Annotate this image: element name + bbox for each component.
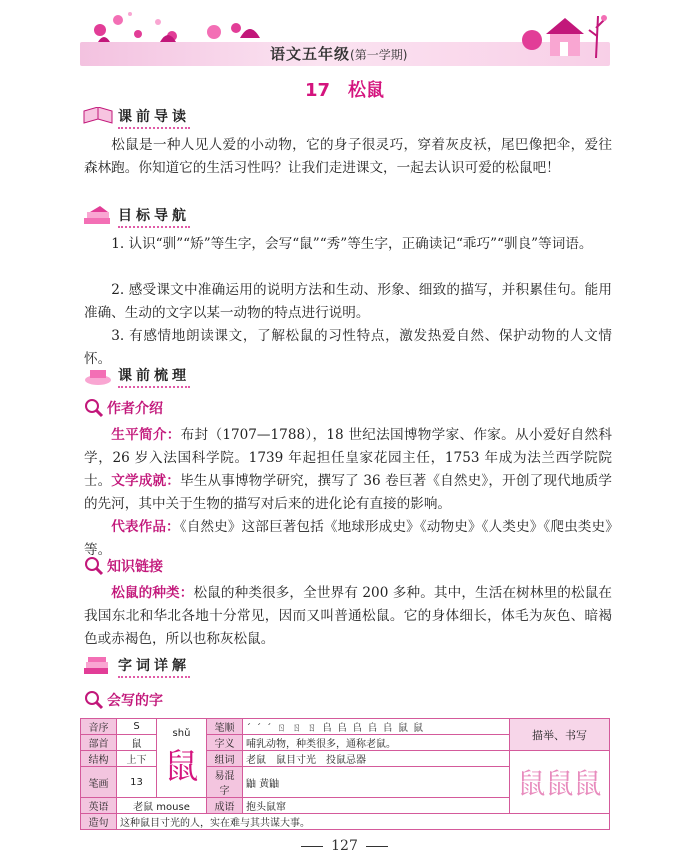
- trace-char: 鼠: [573, 767, 602, 800]
- trace-char: 鼠: [517, 767, 546, 800]
- knowledge-text: 松鼠的种类：松鼠的种类很多，全世界有 200 多种。其中，生活在树林里的松鼠在我国东北和华北各地十分常见，因而又叫普通松鼠。它的身体细长，体毛为灰色、暗褐色或赤褐色，所以也称灰松鼠。: [84, 585, 613, 647]
- section-words-heading: 字词详解: [82, 655, 190, 677]
- example-sentence: 这种鼠目寸光的人，实在难与其共谋大事。: [117, 814, 610, 830]
- flower-decoration-mid-icon: [200, 14, 270, 44]
- trace-characters: [510, 751, 610, 814]
- magnifier-icon: [84, 556, 104, 576]
- section-review-heading: 课前梳理: [82, 365, 190, 387]
- confuse-label: 易混字: [207, 767, 243, 798]
- strokes-label: 笔画: [81, 767, 117, 798]
- pinyin-label: 音序: [81, 719, 117, 735]
- preview-text: 松鼠是一种人见人爱的小动物，它的身子很灵巧，穿着灰皮袄，尾巴像把伞，爱往森林跑。你知道它的生活习性吗？让我们走进课文，一起去认识可爱的松鼠吧！: [84, 137, 612, 176]
- stroke-order-label: 笔顺: [207, 719, 243, 735]
- radical-label: 部首: [81, 735, 117, 751]
- author-achievement: 文学成就：毕生从事博物学研究，撰写了 36 卷巨著《自然史》，开创了现代地质学的先河，其中关于生物的描写对后来的进化论有直接的影响。: [84, 473, 613, 512]
- section-goals-heading: 目标导航: [82, 205, 190, 227]
- page-number: 127: [0, 838, 689, 854]
- english: 老鼠 mouse: [117, 798, 207, 814]
- book-title: 语文五年级(第一学期): [270, 45, 408, 63]
- goal-item-3: 3. 有感情地朗读课文，了解松鼠的习性特点，激发热爱自然、保护动物的人文情怀。: [84, 328, 612, 367]
- desk-icon: [82, 366, 114, 386]
- trace-label: 描举、书写: [510, 719, 610, 751]
- pinyin-initial: S: [117, 719, 157, 735]
- stroke-count: 13: [117, 767, 157, 798]
- knowledge-heading: 知识链接: [84, 556, 163, 576]
- magnifier-icon: [84, 690, 104, 710]
- word-list: 老鼠 鼠目寸光 投鼠忌器: [243, 751, 510, 767]
- goal-item-2: 2. 感受课文中准确运用的说明方法和生动、形象、细致的描写，并积累佳句。能用准确、生动的文字以某一动物的特点进行说明。: [84, 282, 612, 321]
- magnifier-icon: [84, 398, 104, 418]
- books-icon: [82, 656, 114, 676]
- big-character: shǔ 鼠: [157, 719, 207, 798]
- author-bio: 生平简介：布封（1707—1788），18 世纪法国博物学家、作家。从小爱好自然科学，26 岁入法国科学院。1739 年起担任皇家花园主任，1753 年成为法兰西学院院士。: [84, 427, 612, 489]
- goal-item-1: 1. 认识“驯”“矫”等生字，会写“鼠”“秀”等生字，正确读记“乖巧”“驯良”等词语。: [111, 236, 593, 252]
- words-label: 组词: [207, 751, 243, 767]
- author-heading: 作者介绍: [84, 398, 163, 418]
- author-works: 代表作品：《自然史》这部巨著包括《地球形成史》《动物史》《人类史》《爬虫类史》等。: [84, 519, 613, 558]
- trace-char: 鼠: [545, 767, 574, 800]
- section-preview-heading: 课前导读: [82, 106, 190, 128]
- books-stack-icon: [82, 206, 114, 226]
- sentence-label: 造句: [81, 814, 117, 830]
- confuse-chars: 鼬 黄鼬: [243, 767, 510, 798]
- idiom: 抱头鼠窜: [243, 798, 510, 814]
- structure-label: 结构: [81, 751, 117, 767]
- stroke-order: ˊ ˊ ˊ ㄖ ㄖ ㄖ 𠂤 𠂤 𠂤 𠂤 𠂤 鼠 鼠: [243, 719, 510, 735]
- lesson-title: 17 松鼠: [304, 80, 385, 101]
- structure: 上下: [117, 751, 157, 767]
- meaning: 哺乳动物，种类很多，通称老鼠。: [243, 735, 510, 751]
- meaning-label: 字义: [207, 735, 243, 751]
- write-chars-heading: 会写的字: [84, 690, 163, 710]
- english-label: 英语: [81, 798, 117, 814]
- idiom-label: 成语: [207, 798, 243, 814]
- radical: 鼠: [117, 735, 157, 751]
- header-banner: [80, 8, 610, 70]
- house-decoration-icon: [512, 8, 612, 68]
- character-table: [80, 718, 610, 830]
- book-icon: [82, 107, 114, 127]
